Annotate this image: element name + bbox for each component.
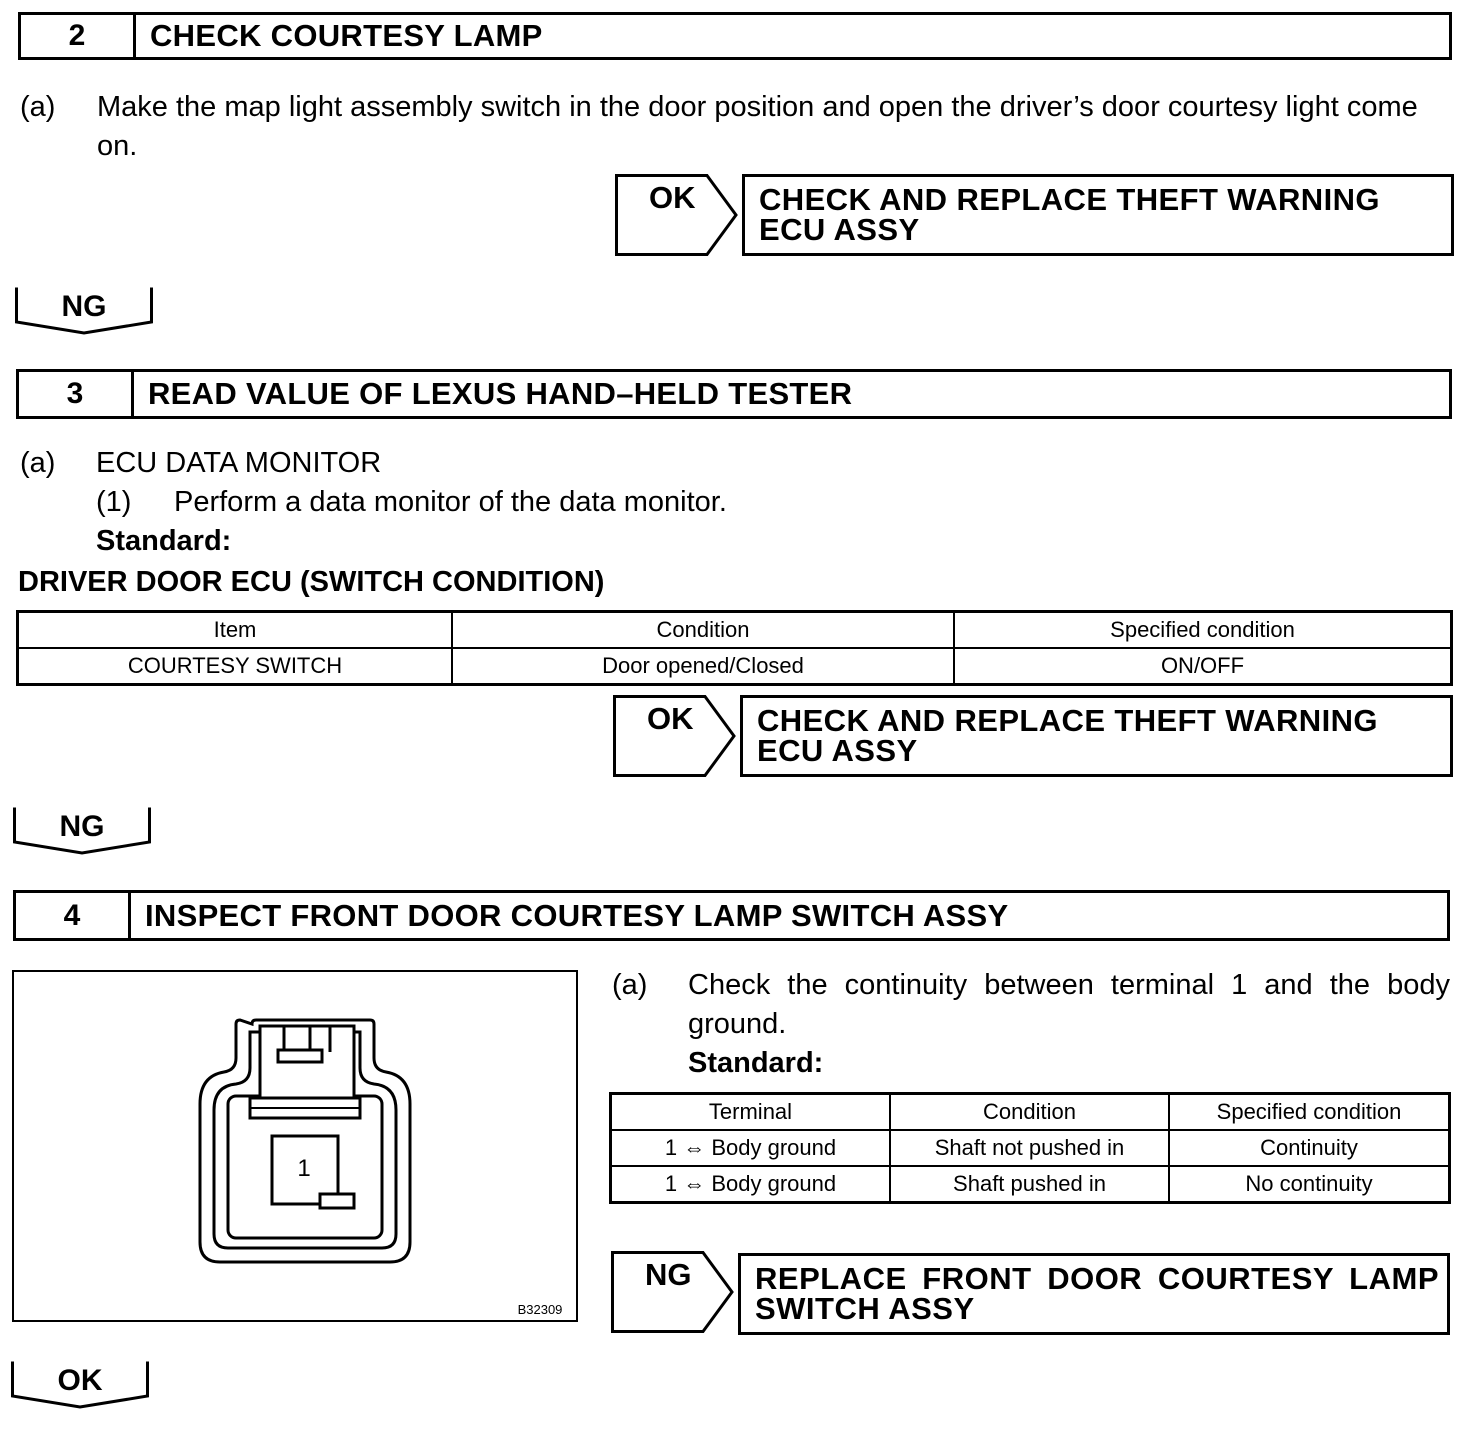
step-title: READ VALUE OF LEXUS HAND–HELD TESTER bbox=[148, 376, 853, 411]
header-terminal: Terminal bbox=[611, 1094, 891, 1131]
sub-item-text: Perform a data monitor of the data monitor. bbox=[174, 486, 727, 518]
step-title: CHECK COURTESY LAMP bbox=[150, 18, 543, 53]
header-condition: Condition bbox=[890, 1094, 1169, 1131]
step-2-header bbox=[18, 12, 1452, 60]
ng-result-text: REPLACE FRONT DOOR COURTESY LAMP SWITCH ASSY bbox=[755, 1261, 1439, 1326]
header-specified-condition: Specified condition bbox=[954, 612, 1452, 649]
cell-condition: Shaft not pushed in bbox=[890, 1130, 1169, 1166]
connector-diagram bbox=[14, 972, 576, 1320]
ok-down-arrow bbox=[11, 1360, 149, 1410]
connector-figure bbox=[12, 970, 578, 1322]
ng-label: NG bbox=[59, 810, 105, 843]
item-tag: (a) bbox=[612, 969, 648, 1001]
table-row bbox=[611, 1130, 1450, 1166]
cell-item: COURTESY SWITCH bbox=[18, 648, 453, 685]
step-4-header bbox=[13, 890, 1450, 941]
ok-result-text: CHECK AND REPLACE THEFT WARNING ECU ASSY bbox=[759, 182, 1380, 247]
figure-code: B32309 bbox=[517, 1302, 563, 1317]
step-title: INSPECT FRONT DOOR COURTESY LAMP SWITCH ASSY bbox=[145, 897, 1009, 933]
cell-terminal: 1 ⇔ Body ground bbox=[611, 1130, 891, 1166]
step-3-instruction bbox=[20, 444, 1456, 561]
item-tag: (a) bbox=[20, 91, 56, 123]
cell-specified: No continuity bbox=[1169, 1166, 1450, 1203]
table-header-row bbox=[18, 612, 1452, 649]
ng-arrow bbox=[611, 1251, 735, 1333]
ng-label: NG bbox=[645, 1257, 692, 1292]
standard-label: Standard: bbox=[96, 525, 232, 557]
instruction-text: ECU DATA MONITOR bbox=[96, 447, 382, 479]
step-4-instruction bbox=[612, 966, 1452, 1083]
cell-condition: Door opened/Closed bbox=[452, 648, 954, 685]
header-specified-condition: Specified condition bbox=[1169, 1094, 1450, 1131]
terminal-number: 1 bbox=[297, 1155, 311, 1182]
table-header-row bbox=[611, 1094, 1450, 1131]
cell-specified: Continuity bbox=[1169, 1130, 1450, 1166]
cell-condition: Shaft pushed in bbox=[890, 1166, 1169, 1203]
ok-result-box bbox=[742, 174, 1454, 256]
ng-down-arrow bbox=[15, 286, 153, 336]
ok-arrow bbox=[613, 695, 737, 777]
step-2-instruction bbox=[20, 88, 1456, 166]
instruction-text: Check the continuity between terminal 1 and the body ground. bbox=[688, 969, 1450, 1040]
ok-arrow bbox=[615, 174, 739, 256]
ok-result-text: CHECK AND REPLACE THEFT WARNING ECU ASSY bbox=[757, 703, 1378, 768]
switch-condition-table bbox=[16, 610, 1453, 686]
continuity-table bbox=[609, 1092, 1451, 1204]
ok-result-box bbox=[740, 695, 1453, 777]
header-condition: Condition bbox=[452, 612, 954, 649]
item-tag: (a) bbox=[20, 447, 56, 479]
cell-terminal: 1 ⇔ Body ground bbox=[611, 1166, 891, 1203]
table-title: DRIVER DOOR ECU (SWITCH CONDITION) bbox=[18, 566, 605, 598]
step-number: 3 bbox=[19, 372, 134, 416]
instruction-text: Make the map light assembly switch in the door position and open the driver’s door courtesy light come on. bbox=[97, 91, 1418, 162]
ok-label: OK bbox=[57, 1364, 103, 1397]
step-number: 2 bbox=[21, 15, 136, 57]
ng-label: NG bbox=[61, 290, 107, 323]
sub-item-tag: (1) bbox=[96, 486, 132, 518]
step-3-header bbox=[16, 369, 1452, 419]
standard-label: Standard: bbox=[688, 1047, 824, 1079]
ng-down-arrow bbox=[13, 806, 151, 856]
cell-specified: ON/OFF bbox=[954, 648, 1452, 685]
step-number: 4 bbox=[16, 893, 131, 938]
header-item: Item bbox=[18, 612, 453, 649]
table-row bbox=[611, 1166, 1450, 1203]
ng-result-box bbox=[738, 1253, 1450, 1335]
ok-label: OK bbox=[649, 180, 696, 215]
table-row bbox=[18, 648, 1452, 685]
ok-label: OK bbox=[647, 701, 694, 736]
